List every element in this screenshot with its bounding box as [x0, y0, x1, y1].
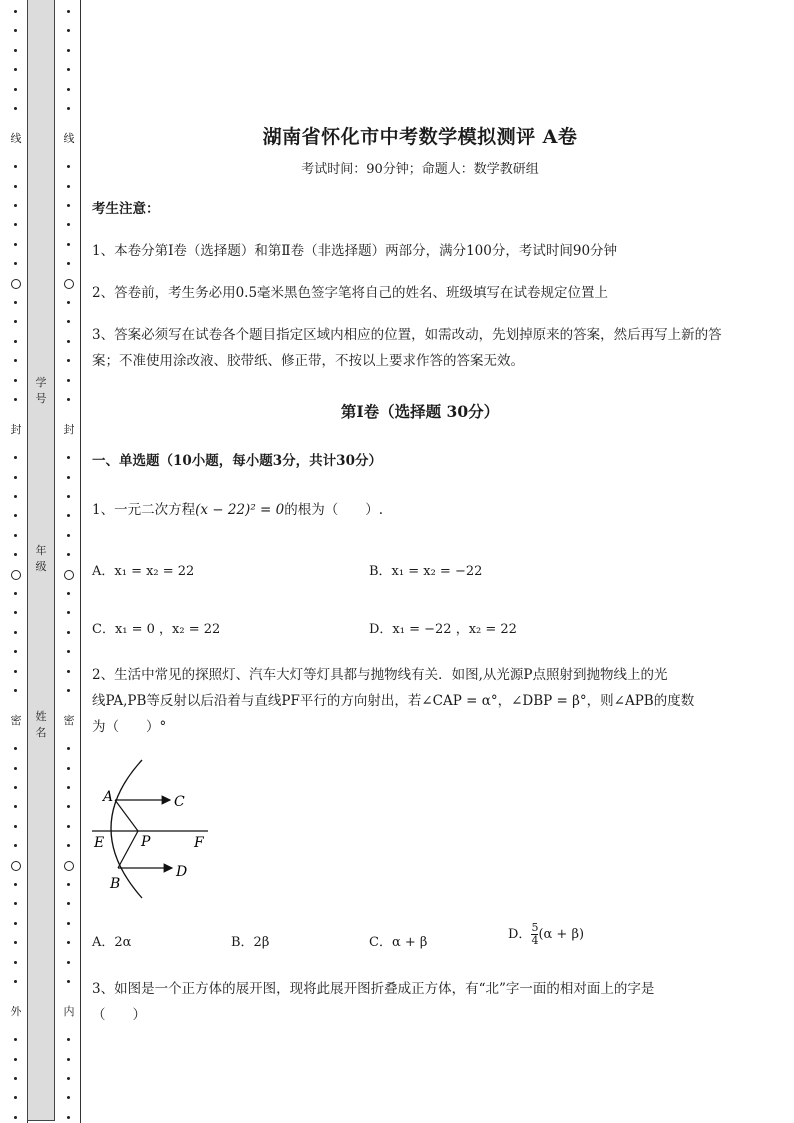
question-1-prefix: 1、一元二次方程: [92, 502, 196, 518]
margin-dot: [67, 514, 70, 517]
margin-dot: [67, 611, 70, 614]
margin-dot: [14, 514, 17, 517]
margin-dot: [14, 495, 17, 498]
margin-dot: [14, 379, 17, 382]
question-1-option-a[interactable]: A．x₁ = x₂ = 22: [92, 564, 195, 579]
margin-dot: [67, 107, 70, 110]
margin-dot: [67, 68, 70, 71]
margin-dot: [14, 844, 17, 847]
question-2-option-a[interactable]: A．2α: [92, 935, 132, 950]
margin-dot: [67, 592, 70, 595]
margin-dot: [14, 359, 17, 362]
margin-dot: [14, 398, 17, 401]
notice-heading: 考生注意：: [92, 201, 160, 217]
margin-dot: [14, 456, 17, 459]
margin-dot: [67, 49, 70, 52]
margin-dot: [14, 553, 17, 556]
margin-dot: [67, 825, 70, 828]
margin-dot: [14, 29, 17, 32]
margin-dot: [14, 88, 17, 91]
margin-dot: [14, 10, 17, 13]
point-label-b: B: [110, 876, 121, 892]
margin-dot: [67, 262, 70, 265]
margin-dot: [14, 320, 17, 323]
point-label-d: D: [176, 864, 188, 880]
margin-dot: [67, 340, 70, 343]
margin-ring-icon: [64, 861, 74, 871]
question-3-line-1: 3、如图是一个正方体的展开图，现将此展开图折叠成正方体，有“北”字一面的相对面上的字是: [92, 981, 655, 997]
margin-dot: [67, 534, 70, 537]
margin-dot: [67, 359, 70, 362]
margin-dot: [67, 844, 70, 847]
point-label-c: C: [174, 794, 185, 810]
notice-item-1: 1、本卷分第I卷（选择题）和第Ⅱ卷（非选择题）两部分，满分100分，考试时间90分钟: [92, 243, 618, 259]
margin-dot: [67, 29, 70, 32]
margin-dot: [14, 902, 17, 905]
margin-dot: [14, 805, 17, 808]
question-2-option-d-prefix: D．: [508, 927, 532, 942]
margin-dot: [67, 456, 70, 459]
field-name-label: 姓名: [35, 710, 47, 739]
point-label-a: A: [103, 789, 114, 805]
margin-dot: [14, 107, 17, 110]
margin-dot: [67, 902, 70, 905]
part-heading: 一、单选题（10小题，每小题3分，共计30分）: [92, 453, 382, 469]
point-label-p: P: [141, 834, 151, 850]
margin-dot: [14, 631, 17, 634]
margin-dot: [14, 243, 17, 246]
margin-dot: [14, 961, 17, 964]
margin-dot: [67, 670, 70, 673]
margin-inner-line: [80, 0, 81, 1123]
margin-dot: [14, 941, 17, 944]
question-3-line-2: （ ）: [92, 1007, 146, 1023]
margin-dot: [14, 670, 17, 673]
margin-dot: [67, 476, 70, 479]
margin-dot: [67, 185, 70, 188]
question-2-line-3: 为（ ）°: [92, 719, 167, 735]
question-1-equation: (x − 22)² = 0: [195, 502, 285, 518]
point-label-f: F: [194, 835, 204, 851]
question-1-suffix: 的根为（ ）.: [284, 502, 384, 518]
margin-ring-icon: [11, 861, 21, 871]
margin-dot: [67, 689, 70, 692]
margin-dot: [14, 165, 17, 168]
question-1-option-c[interactable]: C．x₁ = 0 ，x₂ = 22: [92, 622, 221, 637]
margin-dot: [67, 165, 70, 168]
margin-char-feng-inner: 封: [63, 423, 75, 436]
margin-dot: [67, 941, 70, 944]
margin-dot: [14, 476, 17, 479]
question-1-stem: [92, 497, 752, 523]
margin-dot: [14, 689, 17, 692]
margin-dot: [14, 223, 17, 226]
margin-char-nei: 内: [63, 1005, 75, 1018]
margin-dot: [67, 1116, 70, 1119]
question-2-option-b[interactable]: B．2β: [231, 935, 270, 950]
margin-dot: [67, 88, 70, 91]
fraction-denominator: 4: [531, 934, 539, 947]
field-student-id-label: 学号: [35, 376, 47, 405]
margin-dot: [14, 204, 17, 207]
margin-dot: [67, 631, 70, 634]
question-2-option-c[interactable]: C．α + β: [369, 935, 428, 950]
margin-dotted-line-inner: [64, 0, 74, 1123]
margin-dot: [67, 1077, 70, 1080]
margin-char-mi-inner: 密: [63, 714, 75, 727]
margin-char-xian-outer: 线: [10, 132, 22, 145]
margin-dot: [14, 922, 17, 925]
margin-dot: [67, 1096, 70, 1099]
margin-dot: [67, 10, 70, 13]
margin-ring-icon: [11, 279, 21, 289]
notice-item-3: 3、答案必须写在试卷各个题目指定区域内相应的位置，如需改动，先划掉原来的答案，然后再写上新的答案；不准使用涂改液、胶带纸、修正带，不按以上要求作答的答案无效。: [92, 327, 722, 369]
margin-dot: [14, 68, 17, 71]
margin-dot: [67, 495, 70, 498]
margin-dot: [67, 1058, 70, 1061]
margin-ring-icon: [64, 570, 74, 580]
margin-dot: [67, 883, 70, 886]
question-2-line-2: 线PA,PB等反射以后沿着与直线PF平行的方向射出，若∠CAP = α°，∠DBP = β°，则∠APB的度数: [92, 693, 695, 709]
question-2-option-d[interactable]: [508, 922, 584, 947]
margin-dot: [67, 786, 70, 789]
margin-dot: [67, 398, 70, 401]
margin-dot: [67, 553, 70, 556]
question-1-option-b[interactable]: B．x₁ = x₂ = −22: [369, 564, 483, 579]
margin-char-feng-outer: 封: [10, 423, 22, 436]
margin-dotted-line-outer: [11, 0, 21, 1123]
margin-dot: [67, 961, 70, 964]
point-label-e: E: [94, 835, 105, 851]
margin-dot: [14, 1096, 17, 1099]
margin-dot: [14, 1058, 17, 1061]
margin-dot: [14, 611, 17, 614]
margin-dot: [14, 767, 17, 770]
ray-pa: [115, 800, 138, 831]
section-title: 第I卷（选择题 30分）: [340, 402, 500, 421]
margin-char-xian-inner: 线: [63, 132, 75, 145]
margin-dot: [67, 301, 70, 304]
ray-pb: [118, 831, 138, 868]
margin-dot: [67, 320, 70, 323]
question-1-option-d[interactable]: D．x₁ = −22 ，x₂ = 22: [369, 622, 517, 637]
margin-dot: [67, 379, 70, 382]
fraction-numerator: 5: [531, 921, 539, 934]
margin-dot: [14, 1077, 17, 1080]
margin-dot: [14, 1038, 17, 1041]
question-2-option-d-rest: (α + β): [538, 927, 585, 942]
question-2-line-1: 2、生活中常见的探照灯、汽车大灯等灯具都与抛物线有关．如图,从光源P点照射到抛物线上的光: [92, 667, 668, 683]
exam-title: 湖南省怀化市中考数学模拟测评 A卷: [262, 126, 578, 148]
field-grade-label: 年级: [35, 544, 47, 573]
margin-char-mi-outer: 密: [10, 714, 22, 727]
margin-dot: [67, 980, 70, 983]
margin-dot: [67, 243, 70, 246]
margin-dot: [14, 980, 17, 983]
margin-ring-icon: [11, 570, 21, 580]
margin-dot: [14, 340, 17, 343]
margin-dot: [67, 223, 70, 226]
parabola-figure: [90, 758, 220, 908]
margin-dot: [14, 592, 17, 595]
margin-dot: [67, 650, 70, 653]
margin-dot: [67, 747, 70, 750]
margin-dot: [67, 204, 70, 207]
margin-char-wai: 外: [10, 1005, 22, 1018]
margin-dot: [14, 301, 17, 304]
margin-dot: [14, 534, 17, 537]
notice-item-2: 2、答卷前，考生务必用0.5毫米黑色签字笔将自己的姓名、班级填写在试卷规定位置上: [92, 285, 609, 301]
margin-dot: [14, 650, 17, 653]
margin-ring-icon: [64, 279, 74, 289]
margin-dot: [14, 185, 17, 188]
margin-dot: [14, 825, 17, 828]
margin-dot: [67, 1038, 70, 1041]
margin-dot: [14, 747, 17, 750]
margin-dot: [14, 786, 17, 789]
margin-dot: [67, 767, 70, 770]
margin-dot: [14, 262, 17, 265]
margin-dot: [14, 49, 17, 52]
margin-dot: [67, 805, 70, 808]
exam-subtitle: 考试时间：90分钟；命题人：数学教研组: [301, 162, 539, 177]
margin-dot: [67, 922, 70, 925]
margin-dot: [14, 1116, 17, 1119]
margin-dot: [14, 883, 17, 886]
